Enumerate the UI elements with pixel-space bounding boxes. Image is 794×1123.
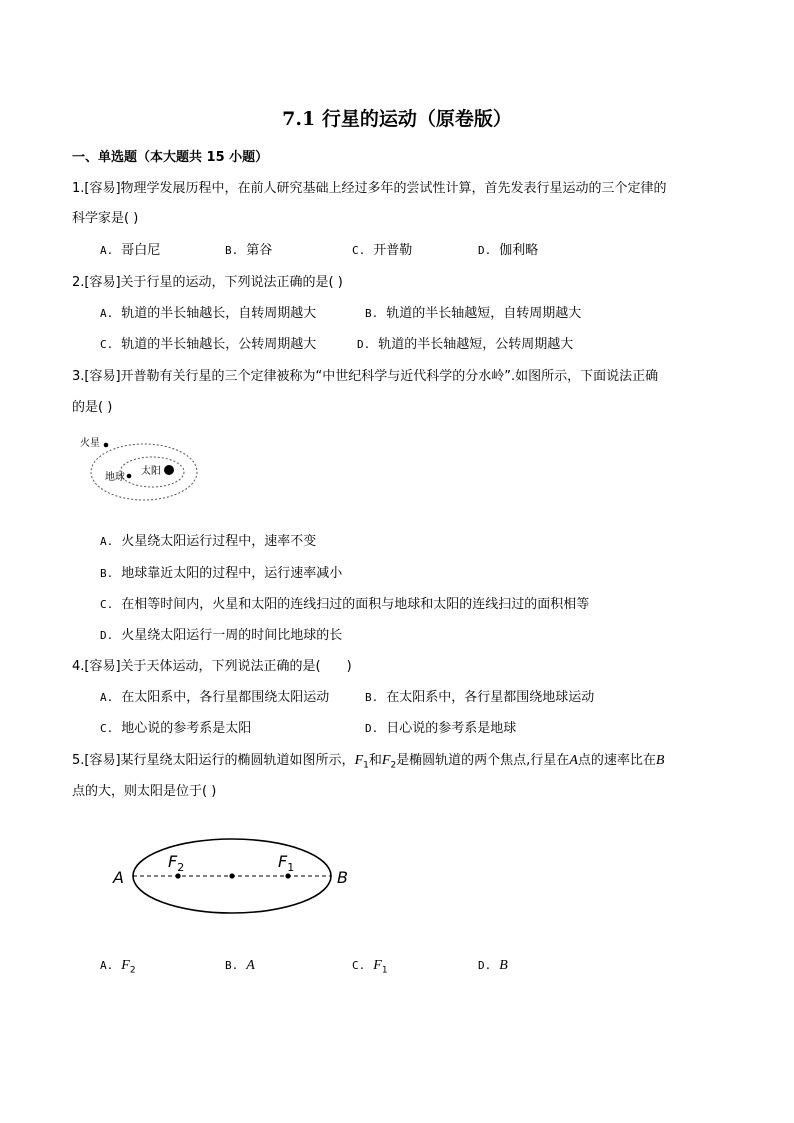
q4-option-a[interactable] [100,686,329,705]
q5-option-a[interactable] [100,958,136,976]
q3-option-c[interactable] [100,593,589,612]
label-f1 [278,852,294,874]
mars-label: 火星 [80,438,100,449]
option-letter: A. [100,535,114,548]
label-b: B [337,868,348,887]
option-symbol: B [499,958,508,973]
label-f2-letter: F [168,852,178,871]
q5-point-b: B [655,753,665,768]
section-heading: 一、单选题（本大题共 15 小题） [72,150,269,165]
option-text: 在太阳系中，各行星都围绕太阳运动 [121,690,330,705]
label-a: A [113,868,124,887]
option-symbol: A [246,958,255,973]
option-letter: D. [478,959,492,972]
q5-f1-symbol: F [354,753,364,768]
option-letter: C. [352,959,366,972]
focus-f2-dot [175,873,180,878]
option-symbol: F [121,958,130,973]
option-letter: A. [100,307,114,320]
question-3-stem: 3.[容易]开普勒有关行星的三个定律被称为“中世纪科学与近代科学的分水岭”.如图所示，下面说法正确 [72,369,659,384]
q4-option-b[interactable] [365,686,594,705]
q5-point-a: A [569,753,578,768]
option-letter: D. [357,338,371,351]
option-text: 地球靠近太阳的过程中，运行速率减小 [121,566,343,581]
q2-option-a[interactable] [100,302,316,321]
option-text: 轨道的半长轴越长，自转周期越大 [121,306,317,321]
option-letter: C. [352,244,366,257]
question-1-stem: 1.[容易]物理学发展历程中，在前人研究基础上经过多年的尝试性计算，首先发表行星运动的三个定律的 [72,181,667,196]
q5-option-b[interactable] [225,958,255,976]
question-1-stem-cont: 科学家是( ) [72,211,139,226]
option-letter: A. [100,959,114,972]
option-text: 开普勒 [373,243,413,258]
option-letter: B. [225,244,239,257]
q1-option-c[interactable] [352,239,412,258]
q2-option-d[interactable] [357,333,573,352]
page-title: 7.1 行星的运动（原卷版） [282,108,512,130]
question-4-stem: 4.[容易]关于天体运动，下列说法正确的是( ) [72,659,352,674]
option-letter: A. [100,244,114,257]
center-dot [229,873,234,878]
option-sub: 1 [381,965,388,976]
q2-option-c[interactable] [100,333,316,352]
option-letter: A. [100,691,114,704]
option-text: 第谷 [246,243,273,258]
q5-prefix: 5.[容易]某行星绕太阳运行的椭圆轨道如图所示， [72,753,355,768]
q3-option-b[interactable] [100,562,342,581]
question-5-stem [72,749,664,771]
option-text: 日心说的参考系是地球 [386,721,517,736]
label-f1-letter: F [278,852,288,871]
label-f2-sub: 2 [177,861,185,874]
sun-label: 太阳 [141,466,161,477]
ellipse-figure [100,815,360,920]
option-letter: C. [100,722,114,735]
q4-option-c[interactable] [100,717,251,736]
mars-dot [104,443,109,448]
q5-f2-symbol: F [381,753,391,768]
question-3-stem-cont: 的是( ) [72,400,113,415]
option-letter: C. [100,338,114,351]
q5-option-d[interactable] [478,958,508,976]
option-letter: B. [365,691,379,704]
q3-option-a[interactable] [100,530,316,549]
option-letter: B. [365,307,379,320]
label-f1-sub: 1 [287,861,295,874]
earth-dot [127,474,132,479]
option-letter: B. [225,959,239,972]
q5-middle: 是椭圆轨道的两个焦点,行星在 [396,753,570,768]
q4-option-d[interactable] [365,717,516,736]
option-text: 在相等时间内，火星和太阳的连线扫过的面积与地球和太阳的连线扫过的面积相等 [121,597,590,612]
option-letter: C. [100,598,114,611]
option-text: 轨道的半长轴越短，公转周期越大 [378,337,574,352]
option-letter: D. [100,629,114,642]
option-text: 轨道的半长轴越短，自转周期越大 [386,306,582,321]
label-f2 [168,852,184,874]
option-text: 火星绕太阳运行一周的时间比地球的长 [121,628,343,643]
sun-dot [164,465,174,475]
q3-option-d[interactable] [100,624,342,643]
option-text: 在太阳系中，各行星都围绕地球运动 [386,690,595,705]
option-letter: D. [478,244,492,257]
q1-option-b[interactable] [225,239,272,258]
option-sub: 2 [129,965,136,976]
option-letter: D. [365,722,379,735]
q5-f2-sub: 2 [390,760,397,771]
option-text: 火星绕太阳运行过程中，速率不变 [121,534,317,549]
option-symbol: F [373,958,382,973]
question-5-stem-cont: 点的大，则太阳是位于( ) [72,784,217,799]
q5-middle2: 点的速率比在 [577,753,656,768]
question-2-stem: 2.[容易]关于行星的运动，下列说法正确的是( ) [72,275,343,290]
option-text: 地心说的参考系是太阳 [121,721,252,736]
option-text: 哥白尼 [121,243,161,258]
option-text: 伽利略 [499,243,539,258]
q5-f1-sub: 1 [363,760,369,771]
q1-option-d[interactable] [478,239,538,258]
q1-option-a[interactable] [100,239,160,258]
orbit-figure [72,428,212,508]
option-letter: B. [100,567,114,580]
option-text: 轨道的半长轴越长，公转周期越大 [121,337,317,352]
q5-and: 和 [368,753,382,768]
q2-option-b[interactable] [365,302,581,321]
earth-label: 地球 [105,472,125,483]
q5-option-c[interactable] [352,958,388,976]
focus-f1-dot [285,873,290,878]
